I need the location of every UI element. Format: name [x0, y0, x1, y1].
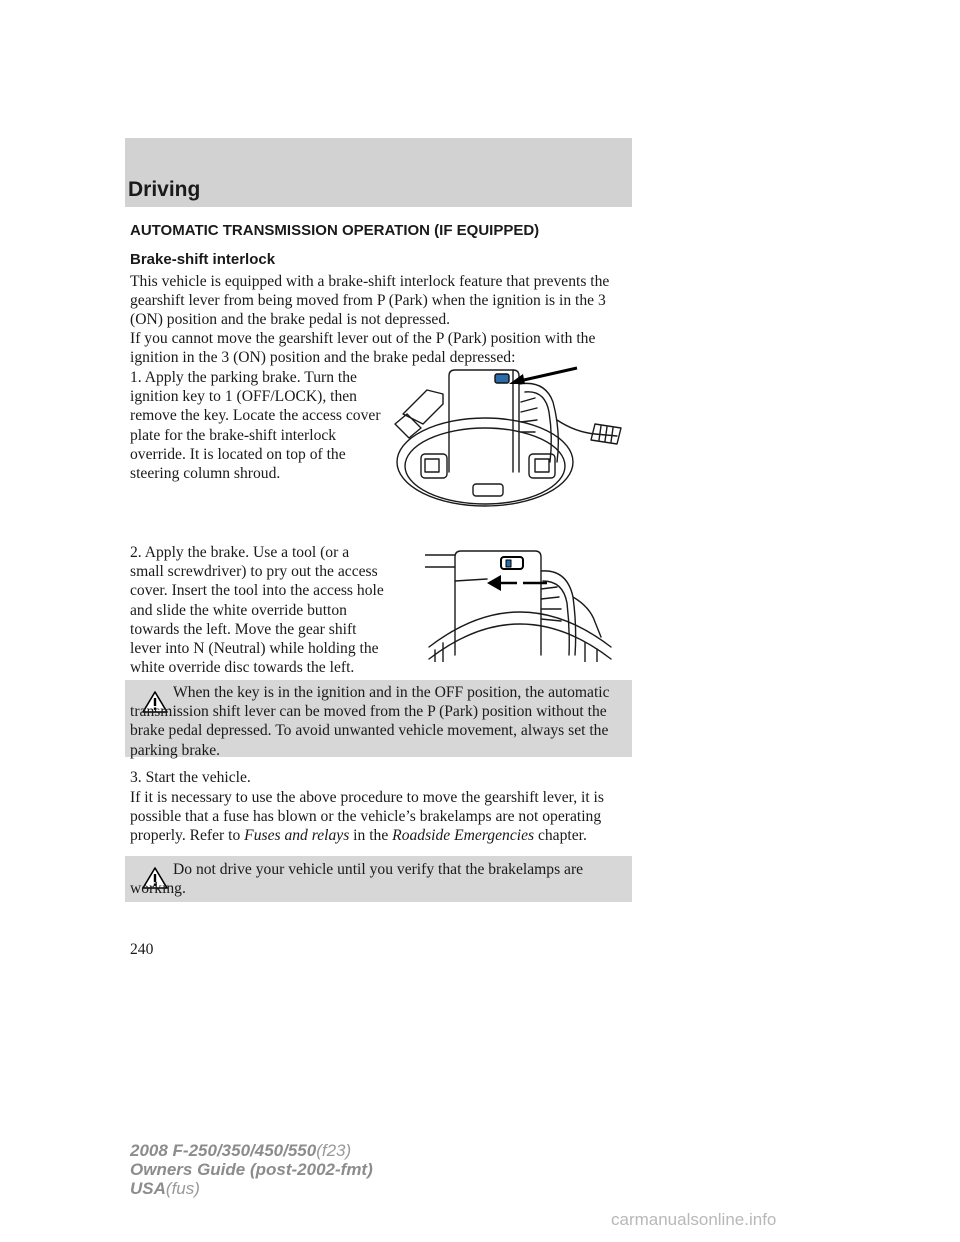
if-cannot-paragraph: If you cannot move the gearshift lever out of the P (Park) position with the ignition in the 3 (ON) position and the brake pedal depressed: — [130, 330, 596, 367]
warning-box-2 — [125, 856, 632, 902]
footer-line-1 — [130, 1141, 351, 1160]
header-band — [125, 138, 632, 207]
footer-model-code: (f23) — [316, 1141, 352, 1160]
step-3: 3. Start the vehicle. — [130, 769, 251, 786]
footer-model: 2008 F-250/350/450/550 — [130, 1141, 317, 1160]
fuse-text-before: If it is necessary to use the above procedure to move the gearshift lever, it is possible that a fuse has blown or the vehicle’s brakelamps are not operating properly. Refer to — [130, 789, 604, 845]
footer-line-2 — [130, 1160, 373, 1179]
chapter-title: Driving — [128, 178, 201, 201]
footer-region: USA — [130, 1179, 166, 1198]
step-1: 1. Apply the parking brake. Turn the ignition key to 1 (OFF/LOCK), then remove the key. Locate the access cover plate for the brake-shift interlock override. It is located on top of the steering column shroud. — [130, 369, 381, 483]
step-2: 2. Apply the brake. Use a tool (or a small screwdriver) to pry out the access cover. Insert the tool into the access hole and slide the white override button towards the left. Move the gear shift lever into N (Neutral) while holding the white override disc towards the left. — [130, 544, 384, 677]
watermark: carmanualsonline.info — [611, 1210, 777, 1229]
footer-region-code: (fus) — [165, 1179, 200, 1198]
footer-line-3 — [130, 1179, 200, 1198]
intro-paragraph: This vehicle is equipped with a brake-shift interlock feature that prevents the gearshift lever from being moved from P (Park) when the ignition is in the 3 (ON) position and the brake pedal is not depressed. — [130, 273, 610, 329]
warning-box-1 — [125, 680, 632, 757]
footer-guide: Owners Guide (post-2002-fmt) — [130, 1160, 373, 1179]
page-number: 240 — [130, 941, 154, 958]
warning-text-2: Do not drive your vehicle until you verify that the brakelamps are working. — [130, 861, 584, 898]
section-title: AUTOMATIC TRANSMISSION OPERATION (IF EQUIPPED) — [130, 222, 540, 239]
subheading: Brake-shift interlock — [130, 251, 276, 268]
fuse-paragraph — [130, 788, 635, 846]
fuse-text-middle: in the — [349, 827, 393, 845]
fuses-and-relays-reference: Fuses and relays — [244, 827, 350, 845]
fuse-text-after: chapter. — [534, 827, 587, 845]
override-button-illustration — [425, 537, 615, 662]
steering-column-illustration — [385, 362, 635, 512]
roadside-emergencies-reference: Roadside Emergencies — [392, 827, 535, 845]
warning-text-1: When the key is in the ignition and in the OFF position, the automatic transmission shift lever can be moved from the P (Park) position without the brake pedal depressed. To avoid unwanted vehicle movement, always set the parking brake. — [130, 684, 610, 759]
